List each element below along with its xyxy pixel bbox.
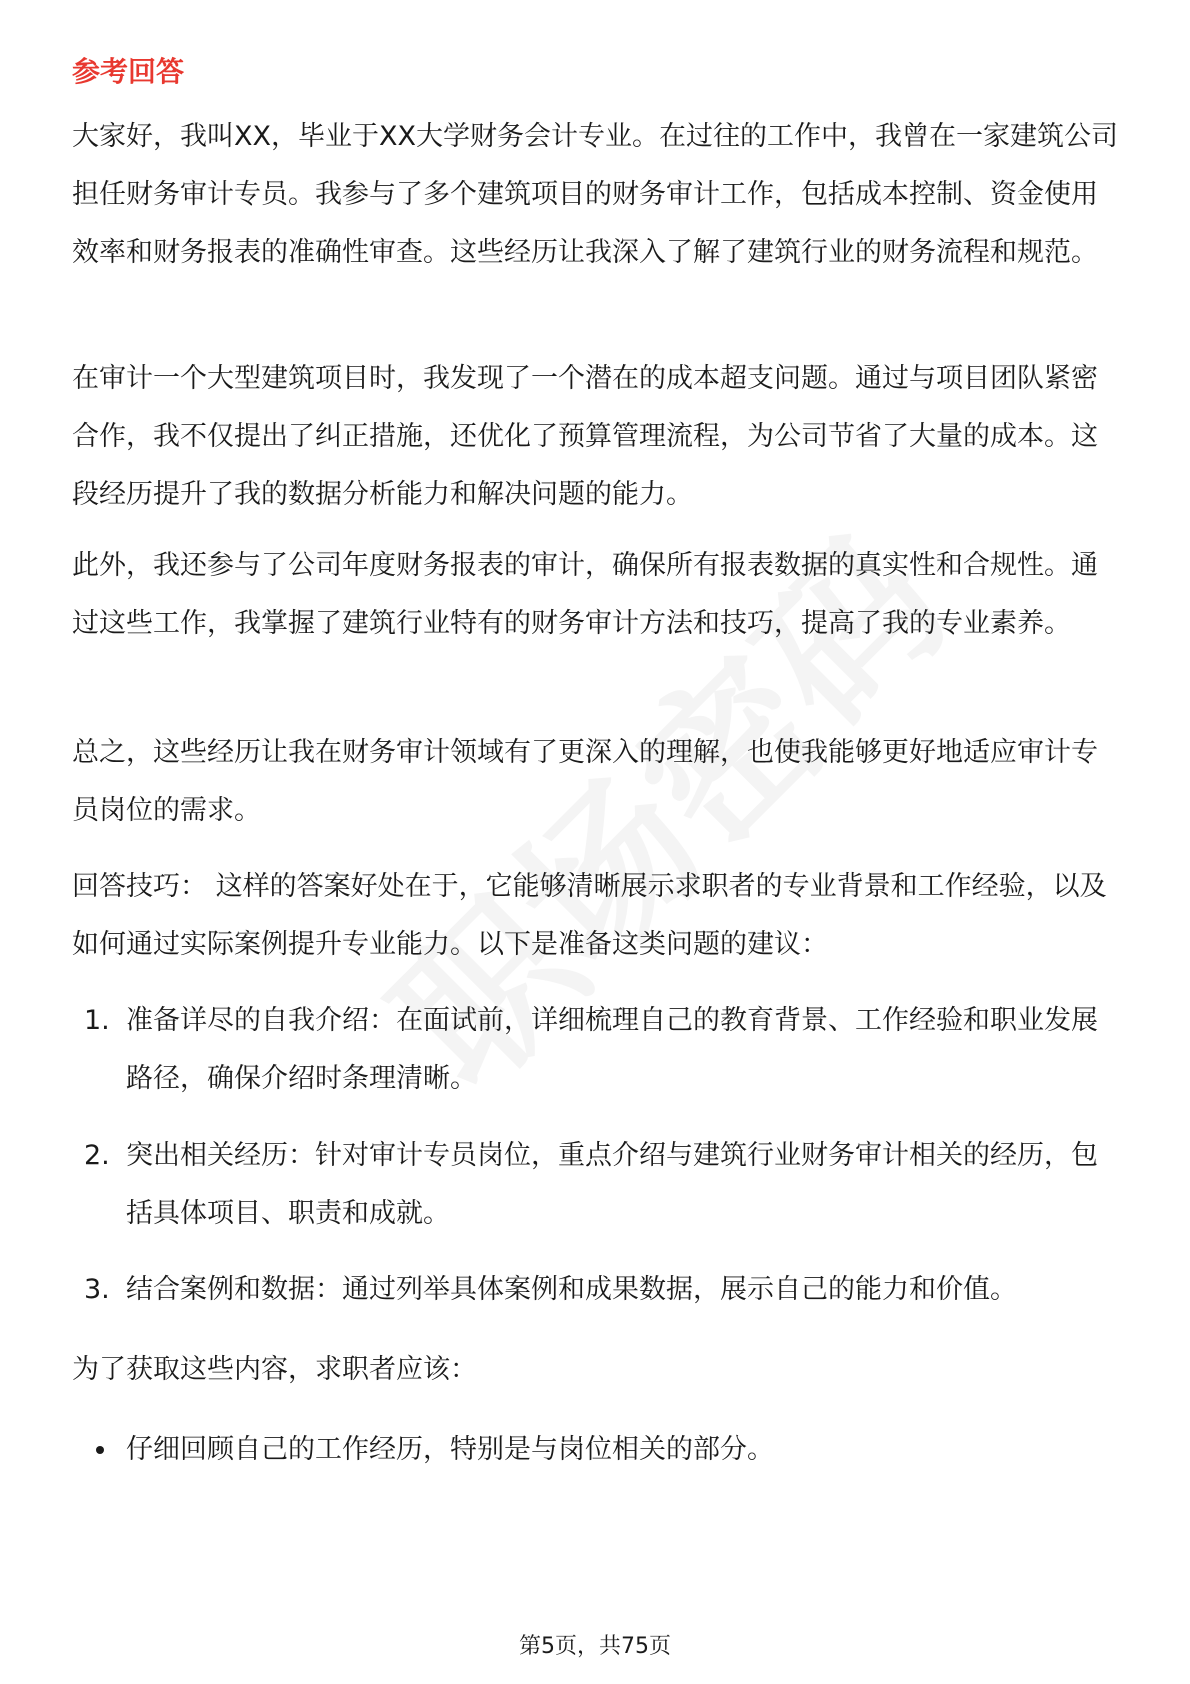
bullet-icon [96, 1446, 104, 1454]
ordered-list-item [84, 1261, 1118, 1319]
list-number: 1. [84, 1005, 110, 1036]
paragraph-how-to: 为了获取这些内容，求职者应该： [72, 1354, 477, 1385]
list-item-text: 准备详尽的自我介绍：在面试前，详细梳理自己的教育背景、工作经验和职业发展路径，确保介绍时条理清晰。 [126, 1005, 1098, 1094]
ordered-list-item [84, 992, 1118, 1108]
list-number: 3. [84, 1274, 110, 1305]
list-item-text: 仔细回顾自己的工作经历，特别是与岗位相关的部分。 [126, 1434, 774, 1465]
paragraph-summary: 总之，这些经历让我在财务审计领域有了更深入的理解，也使我能够更好地适应审计专员岗位的需求。 [72, 737, 1098, 826]
paragraph-annual-audit: 此外，我还参与了公司年度财务报表的审计，确保所有报表数据的真实性和合规性。通过这些工作，我掌握了建筑行业特有的财务审计方法和技巧，提高了我的专业素养。 [72, 550, 1098, 639]
list-number: 2. [84, 1140, 110, 1171]
paragraph-intro: 大家好，我叫XX，毕业于XX大学财务会计专业。在过往的工作中，我曾在一家建筑公司担任财务审计专员。我参与了多个建筑项目的财务审计工作，包括成本控制、资金使用效率和财务报表的准确性审查。这些经历让我深入了解了建筑行业的财务流程和规范。 [72, 121, 1118, 268]
section-heading: 参考回答 [72, 55, 185, 88]
list-item-text: 结合案例和数据：通过列举具体案例和成果数据，展示自己的能力和价值。 [126, 1274, 1017, 1305]
list-item-text: 突出相关经历：针对审计专员岗位，重点介绍与建筑行业财务审计相关的经历，包括具体项目、职责和成就。 [126, 1140, 1098, 1229]
paragraph-project-experience: 在审计一个大型建筑项目时，我发现了一个潜在的成本超支问题。通过与项目团队紧密合作，我不仅提出了纠正措施，还优化了预算管理流程，为公司节省了大量的成本。这段经历提升了我的数据分析能力和解决问题的能力。 [72, 363, 1098, 510]
ordered-list-item [84, 1127, 1118, 1243]
page-footer: 第5页，共75页 [519, 1634, 671, 1659]
paragraph-answer-tips: 回答技巧： 这样的答案好处在于，它能够清晰展示求职者的专业背景和工作经验，以及如何通过实际案例提升专业能力。以下是准备这类问题的建议： [72, 871, 1107, 960]
bullet-list-item [96, 1421, 1118, 1479]
